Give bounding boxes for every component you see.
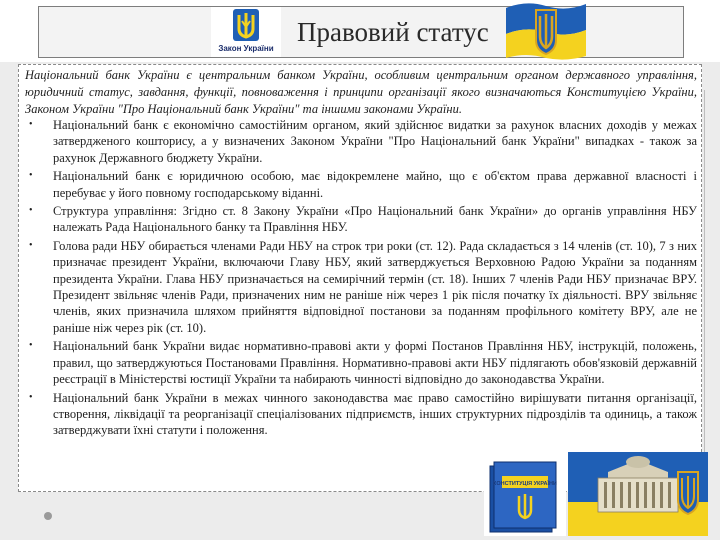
law-logo: [211, 7, 281, 57]
bullet-text: Національний банк України в межах чинного законодавства має право самостійно вирішувати питання організації, створення, ліквідації та реорганізації спеціалізованих підприємств, інших структурних підрозділів та одиниць, а також затверджувати їхні статути і положення.: [53, 390, 697, 438]
list-item: [25, 117, 697, 166]
list-item: [25, 238, 697, 336]
bullet-text: Структура управління: Згідно ст. 8 Закону України «Про Національний банк України» до органів управління НБУ належать Рада Національного банку та Правління НБУ.: [53, 204, 697, 235]
trident-icon: [211, 7, 281, 43]
bullet-icon: •: [29, 119, 33, 130]
bullet-icon: •: [29, 170, 33, 182]
list-item: [25, 338, 697, 387]
constitution-book-icon: [484, 452, 566, 536]
bullet-text: Національний банк України видає нормативно-правові акти у формі Постанов Правління НБУ, інструкцій, положень, правил, що затверджуються Постановами Правління. Нормативно-правові акти НБУ підлягають обов'язковій державній реєстрації в Міністерстві юстиції України та набирають чинності відповідно до законодавства України.: [53, 339, 697, 387]
bullet-icon: •: [29, 205, 33, 217]
book-label: КОНСТИТУЦІЯ УКРАЇНИ: [493, 481, 557, 487]
bullet-list: [25, 117, 697, 489]
divider: [704, 90, 705, 490]
law-logo-text: Закон України: [218, 44, 274, 53]
intro-paragraph: Національний банк України є центральним банком України, особливим центральним органом державного управління, юридичний статус, завдання, функції, повноваження і принципи організації якого визначаються Конституцією України, Законом України "Про Національний банк України" та іншими законами України.: [25, 68, 697, 116]
bullet-icon: •: [29, 391, 33, 403]
bullet-icon: •: [29, 340, 33, 352]
bullet-text: Голова ради НБУ обирається членами Ради НБУ на строк три роки (ст. 12). Рада складається з 14 членів (ст. 10), 7 з них призначає президент України, включаючи Главу НБУ, який затверджується Верховною Радою України за поданням президента України. Глава НБУ призначається на семирічний термін (ст. 18). Інших 7 членів Ради НБУ призначає ВРУ. Президент звільняє членів Ради, призначених ним не раніше ніж через 1 рік після початку їх діяльності. ВРУ звільняє членів, яких призначила шляхом прийняття відповідної постанови за поданням профільного комітету ВРУ, але не раніше ніж через рік (ст. 10).: [53, 238, 697, 335]
flag-emblem-icon: [506, 0, 586, 60]
decorative-dot: [44, 512, 52, 520]
list-item: [25, 168, 697, 201]
list-item: [25, 203, 697, 236]
bullet-text: Національний банк є юридичною особою, має відокремлене майно, що є об'єктом права державної власності і перебуває у його повному господарському віданні.: [53, 169, 697, 200]
bullet-text: Національний банк є економічно самостійним органом, який здійснює видатки за рахунок власних доходів у межах затвердженого кошторису, а у визначених Законом України "Про Національний банк України" випадках - також за рахунок Державного бюджету України.: [53, 118, 697, 165]
parliament-building-icon: [568, 452, 708, 536]
bullet-icon: •: [29, 239, 33, 251]
content-box: [18, 64, 702, 492]
list-item: [25, 390, 697, 439]
page-title: Правовий статус: [297, 17, 489, 47]
title-box: [38, 6, 684, 58]
